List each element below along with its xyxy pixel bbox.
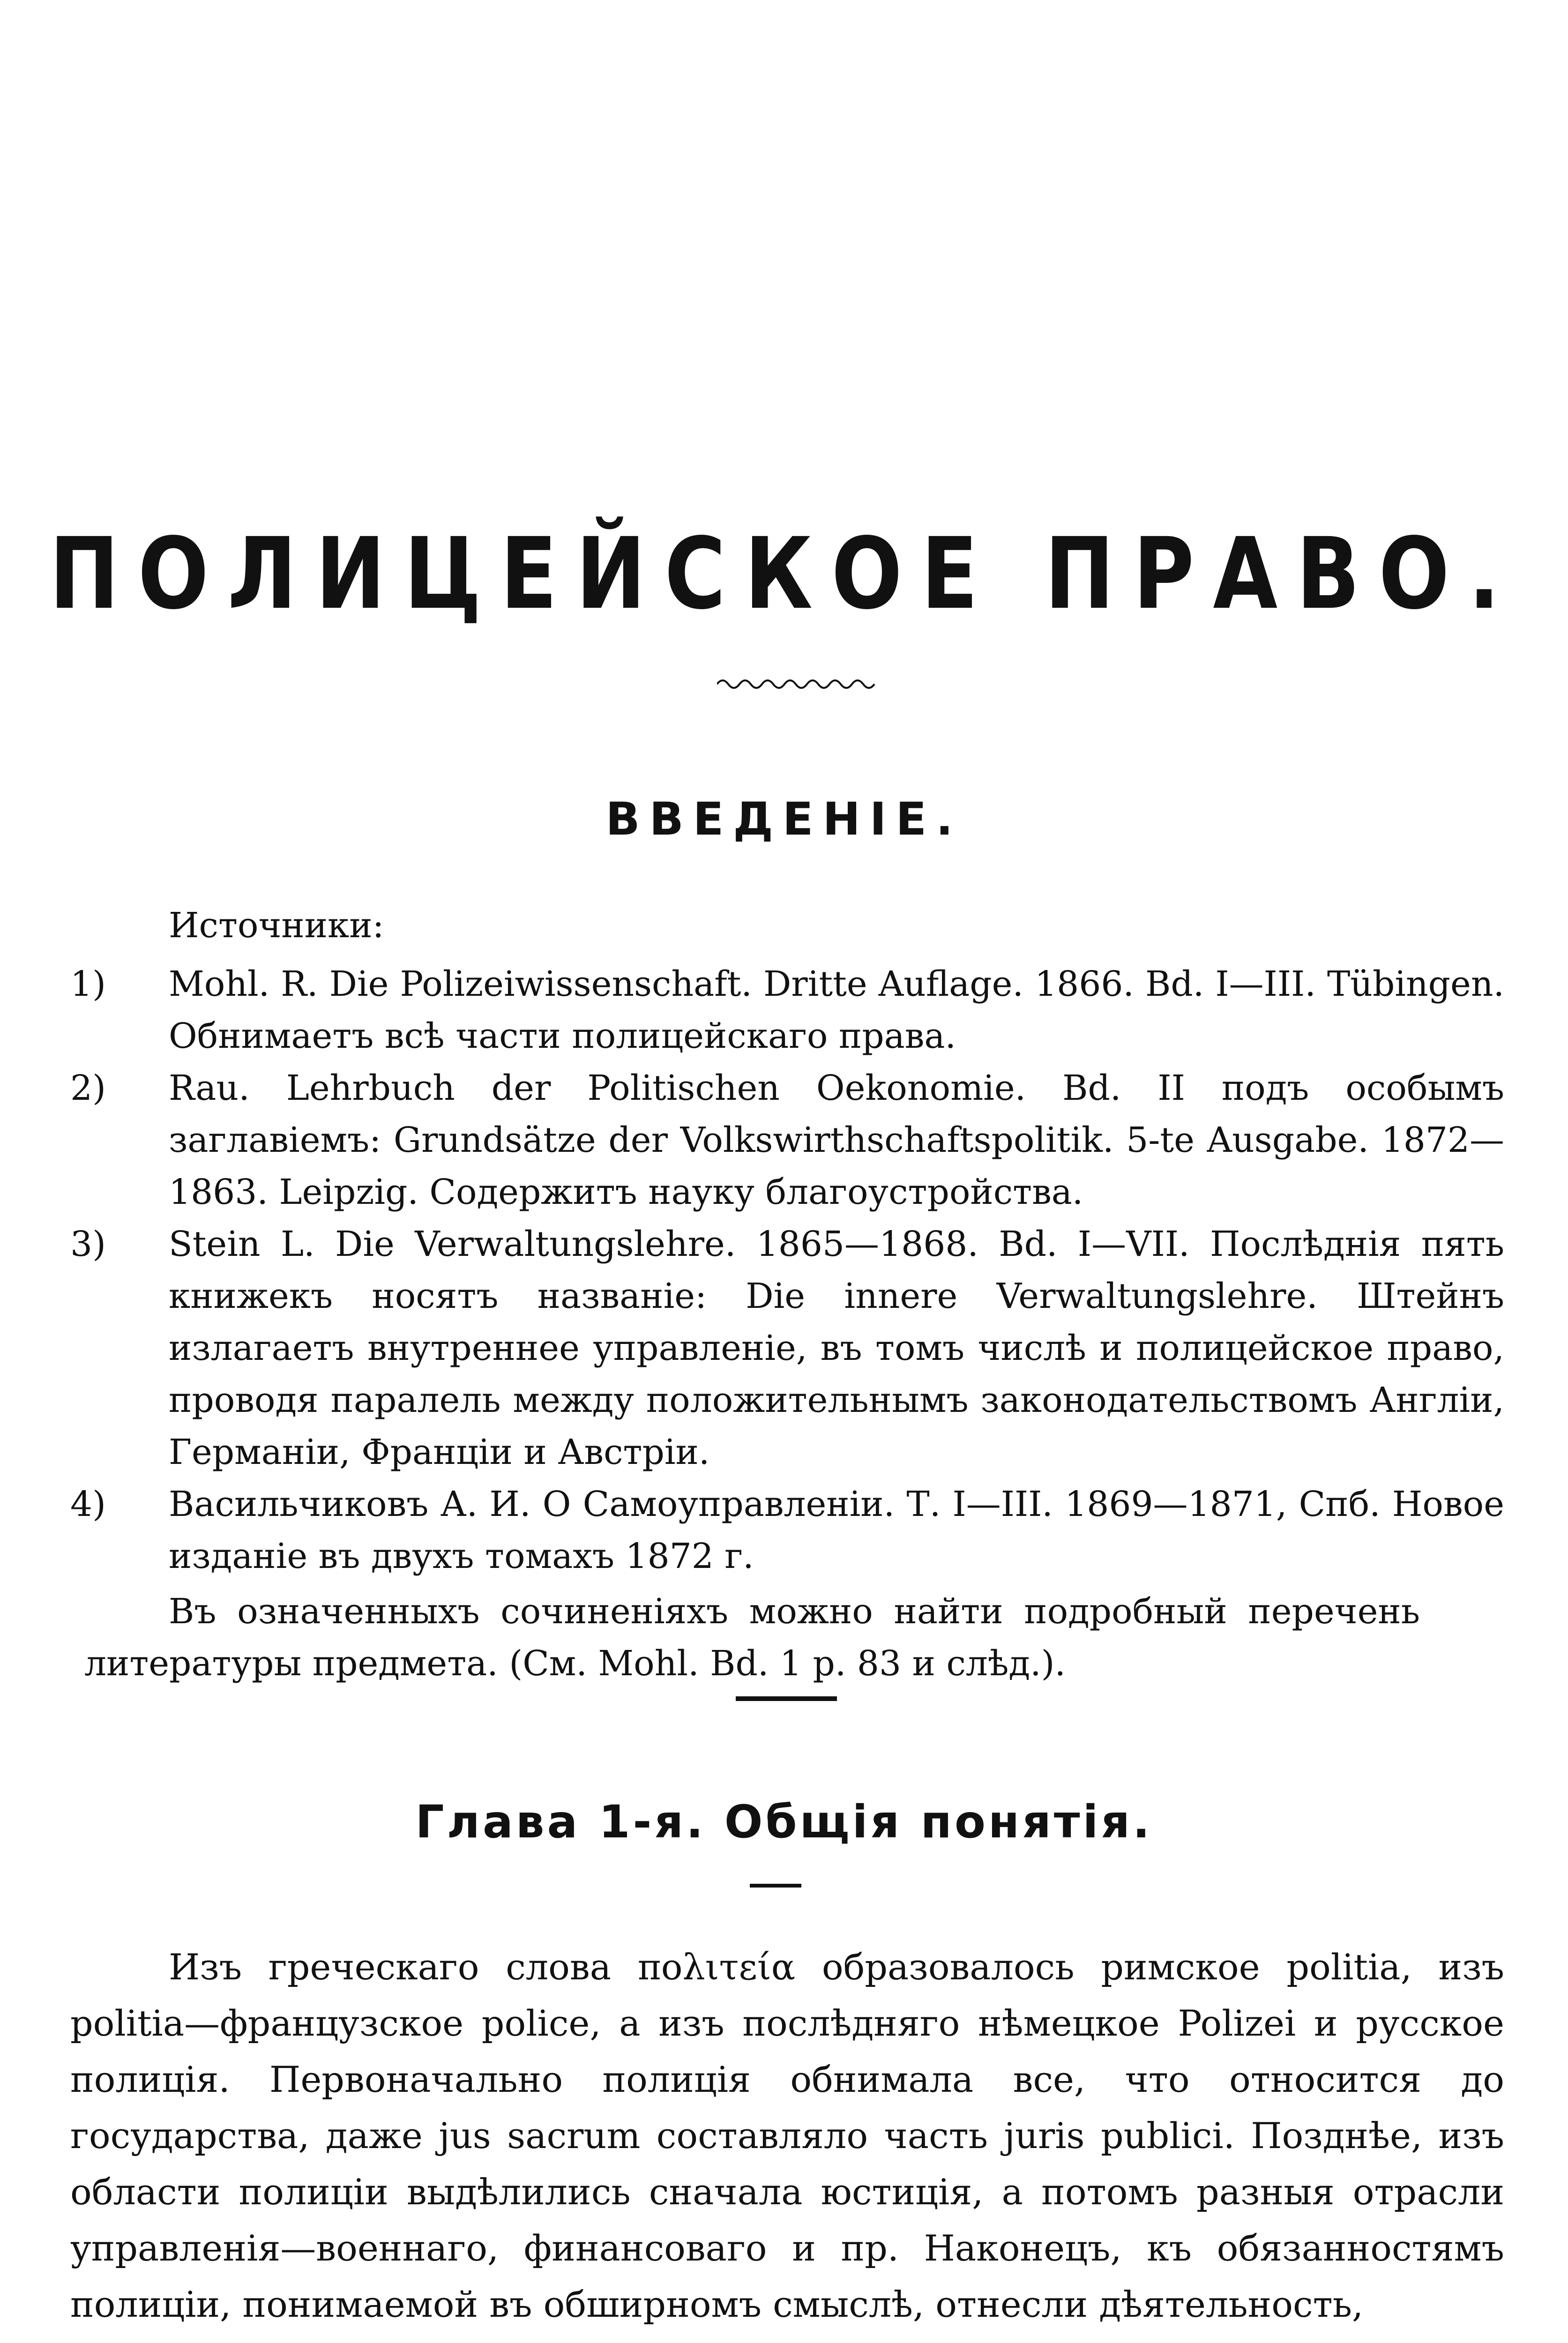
- section-divider: [736, 1696, 837, 1701]
- wavy-ornament: [717, 675, 881, 694]
- sources-list: [70, 958, 1504, 1582]
- source-number: 4): [70, 1484, 106, 1524]
- sources-note: Въ означенныхъ сочиненіяхъ можно найти подробный перечень литературы предмета. (См. Mohl. Bd. 1 p. 83 и слѣд.).: [84, 1591, 1420, 1684]
- source-item: [70, 1478, 1504, 1582]
- source-text: Rau. Lehrbuch der Politischen Oekonomie. Bd. II подъ особымъ заглавіемъ: Grundsätze der Volkswirthschaftspolitik. 5-te Ausgabe. 1872—1863. Leipzig. Содержитъ науку благоустройства.: [169, 1068, 1504, 1212]
- chapter-divider: [750, 1884, 801, 1888]
- source-text: Васильчиковъ А. И. О Самоуправленіи. Т. I—III. 1869—1871, Спб. Новое изданіе въ двухъ томахъ 1872 г.: [169, 1484, 1504, 1576]
- source-item: [70, 1218, 1504, 1478]
- source-item: [70, 958, 1504, 1062]
- source-item: [70, 1062, 1504, 1218]
- body-paragraph: Изъ греческаго слова πολιτεία образовалось римское politia, изъ politia—французское police, а изъ послѣдняго нѣмецкое Polizei и русское полиція. Первоначально полиція обнимала все, что относится до государства, даже jus sacrum составляло часть juris publici. Позднѣе, изъ области полиціи выдѣлились сначала юстиція, а потомъ разныя отрасли управленія—военнаго, финансоваго и пр. Наконецъ, къ обязанностямъ полиціи, понимаемой въ обширномъ смыслѣ, отнесли дѣятельность,: [70, 1946, 1504, 2325]
- source-number: 3): [70, 1224, 106, 1264]
- source-text: Stein L. Die Verwaltungslehre. 1865—1868. Bd. I—VII. Послѣднія пять книжекъ носятъ названіе: Die innere Verwaltungslehre. Штейнъ излагаетъ внутреннее управленіе, въ томъ числѣ и полицейское право, проводя паралель между положительнымъ законодательствомъ Англіи, Германіи, Франціи и Австріи.: [169, 1224, 1504, 1472]
- section-title: ВВЕДЕНІЕ.: [605, 793, 963, 845]
- source-number: 2): [70, 1068, 106, 1108]
- source-text: Mohl. R. Die Polizeiwissenschaft. Dritte Auflage. 1866. Bd. I—III. Tübingen. Обнимаетъ всѣ части полицейскаго права.: [169, 964, 1504, 1056]
- page-title: ПОЛИЦЕЙСКОЕ ПРАВО.: [49, 516, 1519, 631]
- source-number: 1): [70, 964, 106, 1004]
- chapter-title: Глава 1-я. Общія понятія.: [415, 1796, 1153, 1848]
- sources-label: Источники:: [169, 905, 384, 946]
